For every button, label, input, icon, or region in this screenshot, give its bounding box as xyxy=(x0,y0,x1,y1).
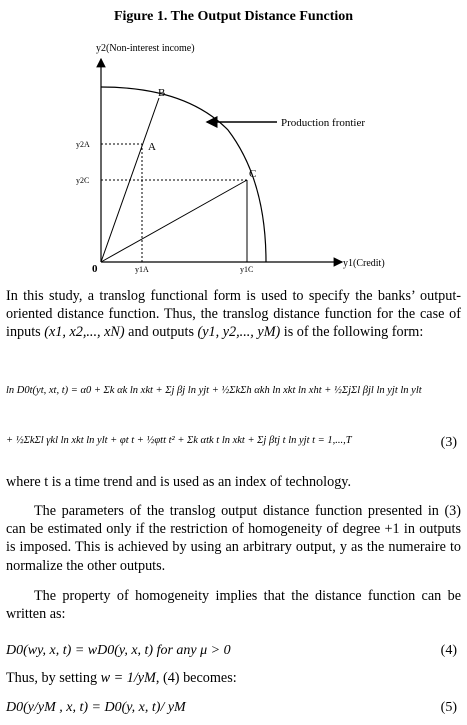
paragraph-translog-intro: In this study, a translog functional form is used to specify the banks’ output-oriented distance function. Thus, the translog distance function for the case of inputs (x1, x2,..., xN) and outputs (y1, y2,..., yM) is of the following form: xyxy=(6,288,461,341)
outputs-tuple: (y1, y2,..., yM) xyxy=(197,324,281,341)
paragraph-homogeneity-restriction: The parameters of the translog output distance function presented in (3) can be estimated only if the restriction of homogeneity of degree +1 in outputs is imposed. This is achieved by using an arbitrary output, y as the numeraire to normalize the other outputs. xyxy=(6,503,461,574)
figure-title: Figure 1. The Output Distance Function xyxy=(113,9,354,24)
y-axis-label: y2(Non-interest income) xyxy=(96,43,195,54)
inputs-tuple: (x1, x2,..., xN) xyxy=(44,324,125,341)
equation-4-number: (4) xyxy=(440,643,457,658)
equation-3-line-2: + ½ΣkΣl γkl ln xkt ln ylt + φt t + ½φtt t² + Σk αtk t ln xkt + Σj βtj t ln yjt t = 1,...,T (3) xyxy=(6,435,457,450)
equation-3-line-1: ln D0t(yt, xt, t) = α0 + Σk αk ln xkt + Σj βj ln yjt + ½ΣkΣh αkh ln xkt ln xht + ½ΣjΣl βjl ln yjt ln ylt xyxy=(6,385,422,396)
equation-5-number: (5) xyxy=(440,700,457,715)
tick-y2a-label: y2A xyxy=(76,140,90,149)
paragraph-setting-w: Thus, by setting w = 1/yM, (4) becomes: xyxy=(6,670,237,686)
point-a-label: A xyxy=(148,141,156,153)
equation-4: D0(wy, x, t) = wD0(y, x, t) for any μ > 0 (4) xyxy=(6,643,457,658)
x-axis-label: y1(Credit) xyxy=(343,258,385,269)
ray-to-c xyxy=(101,180,247,262)
equation-5: D0(y/yM , x, t) = D0(y, x, t)/ yM (5) xyxy=(6,700,457,715)
w-setting: w = 1/yM xyxy=(100,670,156,686)
tick-y2c-label: y2C xyxy=(76,176,90,185)
origin-label: 0 xyxy=(92,263,98,275)
tick-y1a-label: y1A xyxy=(135,265,149,274)
frontier-label: Production frontier xyxy=(281,117,366,129)
production-frontier-curve xyxy=(101,87,266,262)
paragraph-homogeneity-property: The property of homogeneity implies that the distance function can be written as: xyxy=(6,588,461,623)
output-distance-figure xyxy=(0,0,467,290)
tick-y1c-label: y1C xyxy=(240,265,254,274)
equation-3-number: (3) xyxy=(440,435,457,450)
paragraph-time-trend: where t is a time trend and is used as an index of technology. xyxy=(6,474,352,490)
point-b-label: B xyxy=(158,87,166,99)
point-c-label: C xyxy=(249,168,257,180)
